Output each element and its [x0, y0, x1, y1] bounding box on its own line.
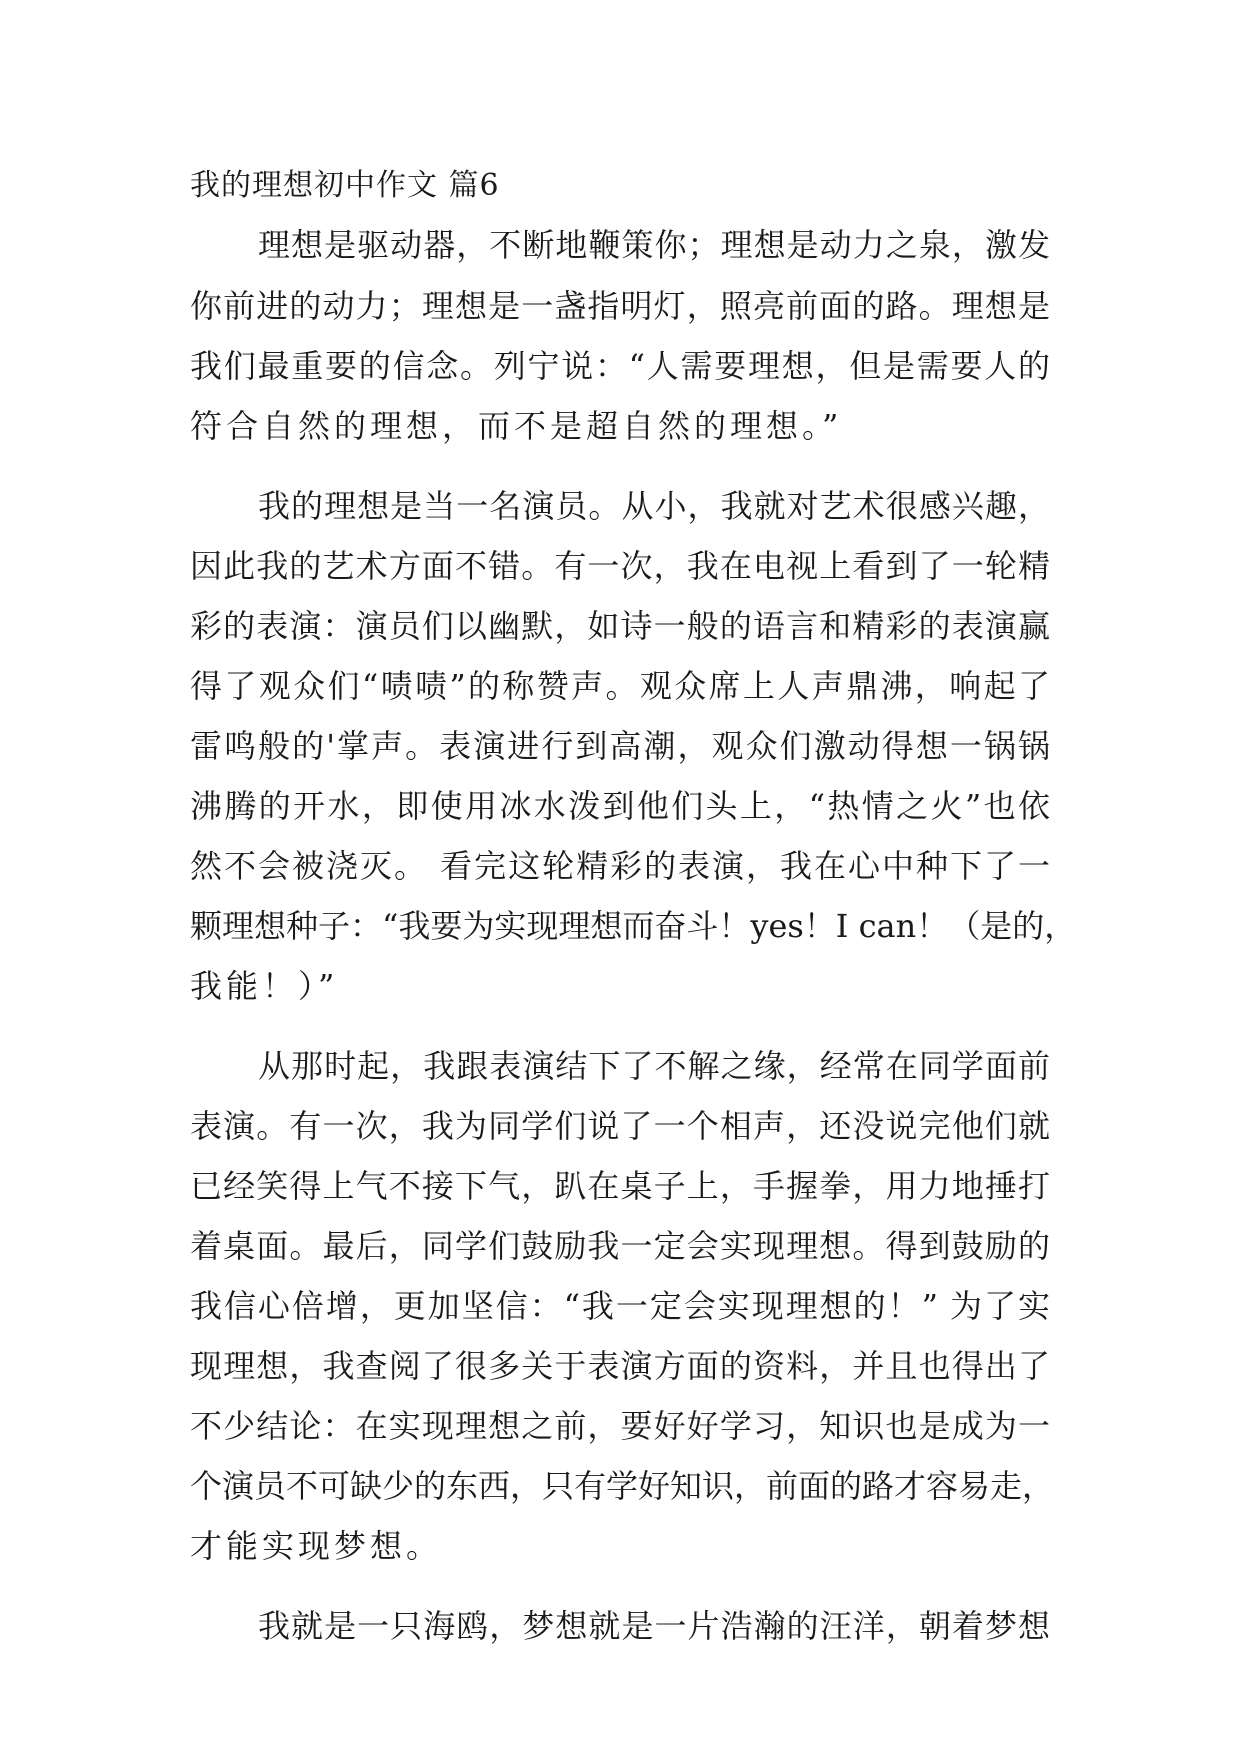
paragraph-line: 着桌面。最后，同学们鼓励我一定会实现理想。得到鼓励的	[190, 1227, 1050, 1265]
paragraph-line: 你前进的动力；理想是一盏指明灯，照亮前面的路。理想是	[190, 287, 1050, 325]
paragraph-line: 沸腾的开水，即使用冰水泼到他们头上，“热情之火”也依	[190, 787, 1050, 825]
paragraph-line: 雷鸣般的'掌声。表演进行到高潮，观众们激动得想一锅锅	[190, 727, 1050, 765]
paragraph-line: 我的理想是当一名演员。从小，我就对艺术很感兴趣，	[258, 487, 1050, 525]
paragraph-line: 不少结论：在实现理想之前，要好好学习，知识也是成为一	[190, 1407, 1050, 1445]
paragraph-line: 符合自然的理想，而不是超自然的理想。”	[190, 407, 843, 445]
paragraph-line: 从那时起，我跟表演结下了不解之缘，经常在同学面前	[258, 1047, 1050, 1085]
paragraph-line: 我就是一只海鸥，梦想就是一片浩瀚的汪洋，朝着梦想	[258, 1607, 1050, 1645]
paragraph-line: 得了观众们“啧啧”的称赞声。观众席上人声鼎沸，响起了	[190, 667, 1050, 705]
paragraph-line: 我们最重要的信念。列宁说：“人需要理想，但是需要人的	[190, 347, 1050, 385]
document-title: 我的理想初中作文 篇6	[190, 168, 500, 203]
paragraph-line: 彩的表演：演员们以幽默，如诗一般的语言和精彩的表演赢	[190, 607, 1050, 645]
paragraph-line: 我能！）”	[190, 967, 339, 1005]
paragraph-line: 才能实现梦想。	[190, 1527, 443, 1565]
paragraph-line: 理想是驱动器，不断地鞭策你；理想是动力之泉，激发	[258, 226, 1050, 264]
paragraph-line: 颗理想种子：“我要为实现理想而奋斗！yes！I can！（是的，	[190, 907, 1077, 945]
paragraph-line: 个演员不可缺少的东西，只有学好知识，前面的路才容易走，	[190, 1467, 1055, 1505]
paragraph-line: 因此我的艺术方面不错。有一次，我在电视上看到了一轮精	[190, 547, 1050, 585]
paragraph-line: 现理想，我查阅了很多关于表演方面的资料，并且也得出了	[190, 1347, 1050, 1385]
paragraph-line: 已经笑得上气不接下气，趴在桌子上，手握拳，用力地捶打	[190, 1167, 1050, 1205]
paragraph-line: 表演。有一次，我为同学们说了一个相声，还没说完他们就	[190, 1107, 1050, 1145]
paragraph-line: 我信心倍增，更加坚信：“我一定会实现理想的！” 为了实	[190, 1287, 1050, 1325]
paragraph-line: 然不会被浇灭。 看完这轮精彩的表演，我在心中种下了一	[190, 847, 1050, 885]
